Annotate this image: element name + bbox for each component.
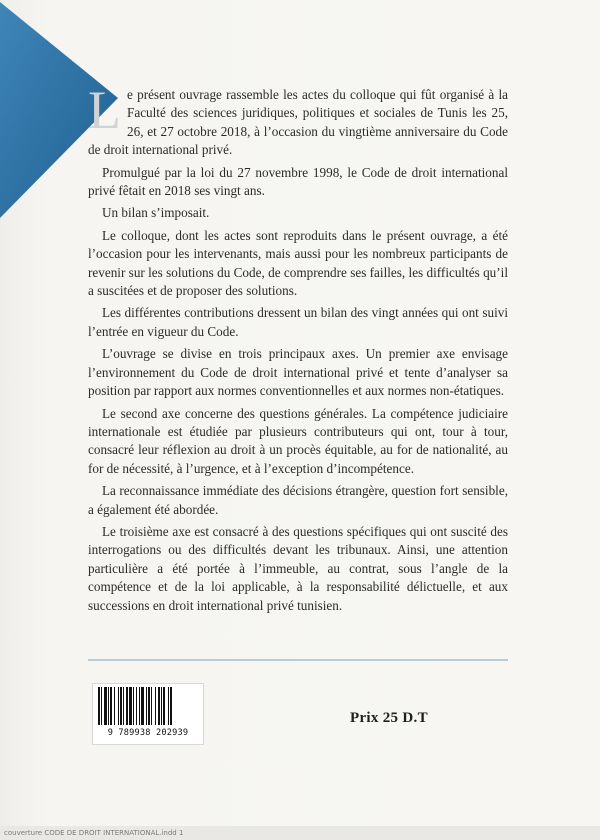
dropcap-letter: L [88,80,121,140]
paragraph-1-text: e présent ouvrage rassemble les actes du colloque qui fût organisé à la Faculté des sciences juridiques, politiques et sociales de Tunis les 25, 26, et 27 octobre 2018, à l’occasion du vingtième anniversaire du Code de droit international privé. [88,87,508,158]
paragraph-6: L’ouvrage se divise en trois principaux axes. Un premier axe envisage l’environnement du Code de droit international privé et tente d’analyser sa position par rapport aux normes conventionnelles et aux normes non-étatiques. [88,346,508,399]
barcode-bars-icon [97,687,199,727]
divider-line [88,659,508,661]
summary-text [88,80,508,619]
price-label: Prix 25 D.T [350,710,428,726]
barcode-number: 9 789938 202939 [107,728,189,738]
paragraph-1 [88,80,508,160]
paragraph-9: Le troisième axe est consacré à des questions spécifiques qui ont suscité des interrogations ou des difficultés devant les tribunaux. Ainsi, une attention particulière a été portée à l’immeuble, au contrat, sous l’angle de la compétence et de la loi applicable, à la responsabilité délictuelle, et aux successions en droit international privé tunisien. [88,523,508,613]
paragraph-3: Un bilan s’imposait. [102,205,210,221]
footer-print-info: couverture CODE DE DROIT INTERNATIONAL.indd 1 [4,829,184,837]
paragraph-7: Le second axe concerne des questions générales. La compétence judiciaire internationale est étudiée par plusieurs contributeurs qui ont, tour à tour, consacré leur réflexion au droit à un procès équitable, au for de nationalité, au for de nécessité, à l’urgence, et à l’exception d’incompétence. [88,405,508,476]
paragraph-2: Promulgué par la loi du 27 novembre 1998, le Code de droit international privé fêtait en 2018 ses vingt ans. [88,164,508,199]
isbn-barcode [92,683,204,745]
paragraph-4: Le colloque, dont les actes sont reproduits dans le présent ouvrage, a été l’occasion pour les intervenants, mais aussi pour les nombreux participants de revenir sur les solutions du Code, de comprendre ses failles, les difficultés qu’il a suscitées et de proposer des solutions. [88,227,508,299]
paragraph-5: Les différentes contributions dressent un bilan des vingt années qui ont suivi l’entrée en vigueur du Code. [88,305,508,339]
paragraph-8: La reconnaissance immédiate des décisions étrangère, question fort sensible, a également été abordée. [88,483,508,517]
